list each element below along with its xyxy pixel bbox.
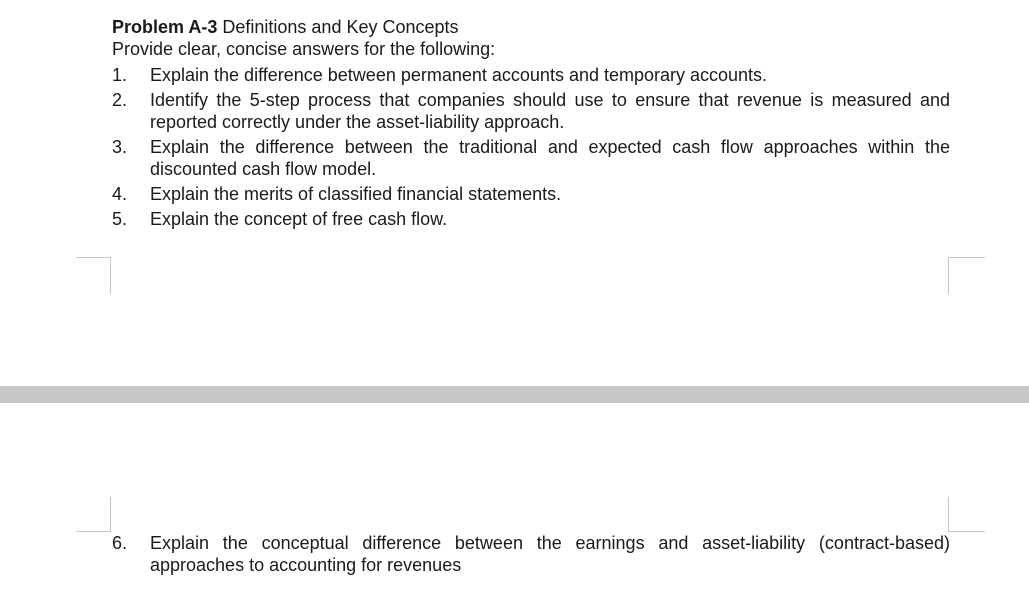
question-text: Identify the 5-step process that companies should use to ensure that revenue is measured and reported correctly under the asset-liability approach. bbox=[150, 90, 950, 132]
margin-mark-top-left bbox=[76, 497, 111, 532]
question-number: 1. bbox=[112, 65, 128, 85]
question-number: 6. bbox=[112, 533, 128, 553]
question-number: 2. bbox=[112, 90, 128, 110]
margin-mark-bottom-left bbox=[76, 257, 111, 294]
question-text: Explain the concept of free cash flow. bbox=[150, 209, 448, 229]
question-number: 3. bbox=[112, 137, 128, 157]
margin-mark-top-right bbox=[948, 497, 985, 532]
question-text: Explain the difference between the traditional and expected cash flow approaches within the discounted cash flow model. bbox=[150, 137, 950, 179]
question-item[interactable] bbox=[112, 532, 950, 576]
question-text: Explain the merits of classified financial statements. bbox=[150, 184, 562, 204]
problem-label: Problem A-3 bbox=[112, 17, 218, 37]
question-item[interactable] bbox=[112, 208, 950, 230]
question-list-page-2 bbox=[112, 532, 950, 579]
question-item[interactable] bbox=[112, 136, 950, 180]
question-number: 5. bbox=[112, 209, 128, 229]
problem-title: Definitions and Key Concepts bbox=[222, 17, 459, 37]
margin-mark-bottom-right bbox=[948, 257, 985, 294]
problem-intro[interactable]: Provide clear, concise answers for the following: bbox=[112, 39, 496, 59]
question-text: Explain the conceptual difference between the earnings and asset-liability (contract-based) approaches to accounting for revenues bbox=[150, 533, 950, 575]
question-item[interactable] bbox=[112, 89, 950, 133]
question-text: Explain the difference between permanent accounts and temporary accounts. bbox=[150, 65, 768, 85]
question-list-page-1 bbox=[112, 64, 950, 233]
question-item[interactable] bbox=[112, 183, 950, 205]
question-number: 4. bbox=[112, 184, 128, 204]
problem-heading[interactable] bbox=[112, 16, 950, 38]
page-break-gap bbox=[0, 386, 1029, 403]
question-item[interactable] bbox=[112, 64, 950, 86]
